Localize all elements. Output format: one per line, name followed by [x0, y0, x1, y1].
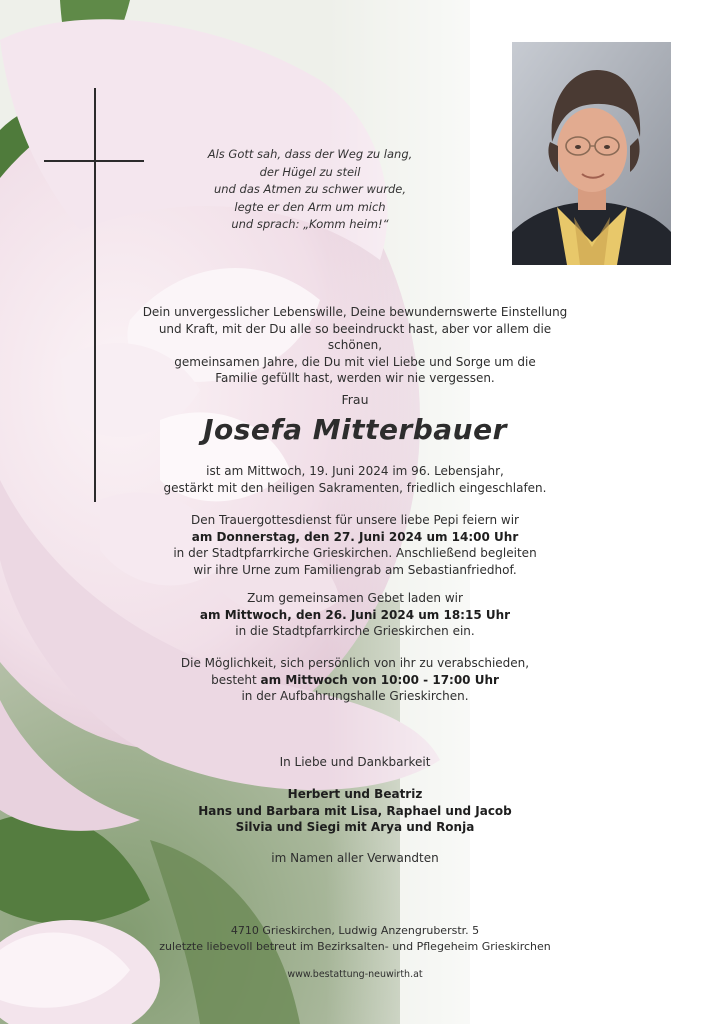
- prayer-service: [140, 590, 570, 640]
- poem-line: der Hügel zu steil: [259, 164, 361, 179]
- death-notice-line: gestärkt mit den heiligen Sakramenten, friedlich eingeschlafen.: [163, 480, 547, 495]
- closing-phrase: In Liebe und Dankbarkeit: [279, 755, 431, 769]
- farewell-viewing: [140, 655, 570, 705]
- poem: [190, 146, 430, 234]
- deceased-name: Josefa Mitterbauer: [203, 413, 507, 446]
- poem-line: Als Gott sah, dass der Weg zu lang,: [207, 147, 413, 161]
- death-notice-line: ist am Mittwoch, 19. Juni 2024 im 96. Lebensjahr,: [206, 464, 504, 478]
- family-line: Hans und Barbara mit Lisa, Raphael und Jacob: [198, 803, 512, 818]
- poem-line: und sprach: „Komm heim!“: [231, 217, 389, 231]
- care-home-line: zuletzte liebevoll betreut im Bezirksalten- und Pflegeheim Grieskirchen: [159, 940, 551, 953]
- prayer-line: Zum gemeinsamen Gebet laden wir: [247, 591, 463, 605]
- poem-line: legte er den Arm um mich: [234, 199, 386, 214]
- relatives-note: im Namen aller Verwandten: [271, 851, 439, 865]
- intro-line: gemeinsamen Jahre, die Du mit viel Liebe und Sorge um die: [174, 354, 536, 369]
- intro-line: und Kraft, mit der Du alle so beeindruckt hast, aber vor allem die schönen,: [158, 321, 552, 352]
- funeral-line: in der Stadtpfarrkirche Grieskirchen. Anschließend begleiten: [173, 546, 537, 560]
- cross-vertical-bar: [94, 88, 96, 502]
- farewell-line: in der Aufbahrungshalle Grieskirchen.: [241, 689, 469, 703]
- farewell-line: Die Möglichkeit, sich persönlich von ihr zu verabschieden,: [180, 656, 530, 670]
- intro-line: Familie gefüllt hast, werden wir nie vergessen.: [215, 371, 495, 385]
- prayer-date: am Mittwoch, den 26. Juni 2024 um 18:15 Uhr: [199, 607, 511, 622]
- cross-horizontal-bar: [44, 160, 144, 162]
- funeral-line: Den Trauergottesdienst für unsere liebe Pepi feiern wir: [191, 513, 519, 527]
- farewell-prefix: besteht: [211, 672, 261, 687]
- family-line: Herbert und Beatriz: [287, 787, 423, 801]
- death-notice: [140, 463, 570, 496]
- website-link[interactable]: www.bestattung-neuwirth.at: [287, 969, 423, 980]
- address-line: 4710 Grieskirchen, Ludwig Anzengruberstr. 5: [230, 924, 480, 937]
- funeral-line: wir ihre Urne zum Familiengrab am Sebastianfriedhof.: [193, 562, 517, 577]
- intro-line: Dein unvergesslicher Lebenswille, Deine bewundernswerte Einstellung: [142, 305, 568, 319]
- funeral-service: [140, 512, 570, 578]
- salutation: Frau: [341, 392, 369, 407]
- funeral-date: am Donnerstag, den 27. Juni 2024 um 14:00 Uhr: [191, 529, 519, 544]
- poem-line: und das Atmen zu schwer wurde,: [213, 182, 407, 196]
- family-line: Silvia und Siegi mit Arya und Ronja: [235, 820, 475, 834]
- farewell-time: am Mittwoch von 10:00 - 17:00 Uhr: [260, 672, 499, 687]
- prayer-line: in die Stadtpfarrkirche Grieskirchen ein.: [235, 624, 475, 638]
- intro-paragraph: [140, 304, 570, 387]
- portrait-photo: [512, 42, 671, 265]
- address: [140, 923, 570, 955]
- farewell-line-2: [140, 672, 570, 689]
- family-names: [140, 786, 570, 836]
- portrait-image: [512, 42, 671, 265]
